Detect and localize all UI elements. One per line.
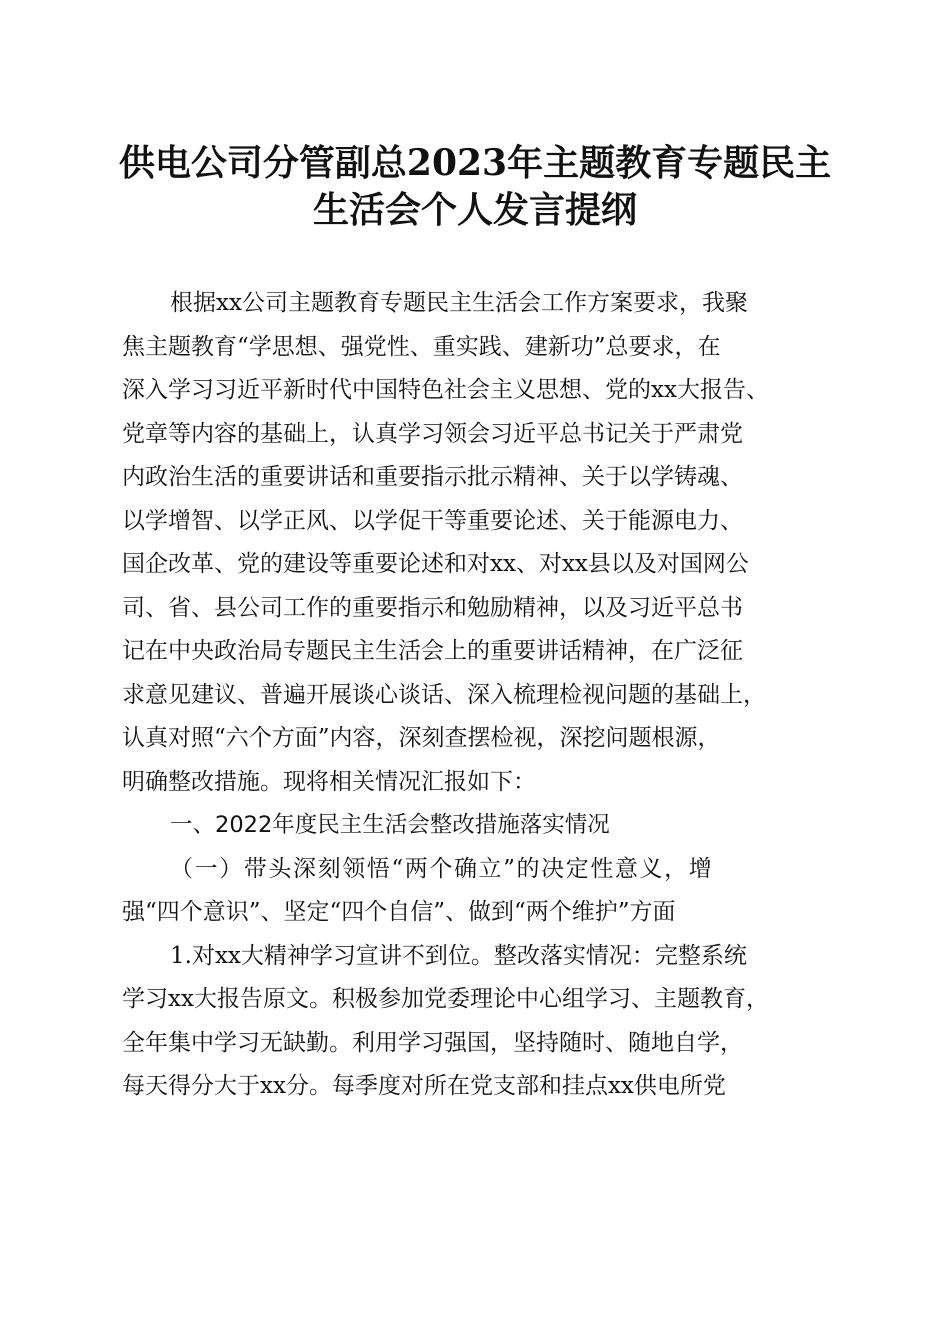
intro-line: 内政治生活的重要讲话和重要指示批示精神、关于以学铸魂、 [122, 464, 743, 490]
intro-line: 深入学习习近平新时代中国特色社会主义思想、党的xx大报告、 [122, 377, 769, 403]
title-line-2: 生活会个人发言提纲 [312, 189, 637, 231]
item-line: 1.对xx大精神学习宣讲不到位。整改落实情况：完整系统 [170, 942, 747, 969]
intro-line: 司、省、县公司工作的重要指示和勉励精神，以及习近平总书 [122, 594, 743, 621]
intro-paragraph [122, 282, 838, 804]
intro-line: 根据xx公司主题教育专题民主生活会工作方案要求，我聚 [170, 290, 748, 316]
item-paragraph [122, 935, 838, 1109]
intro-line: 焦主题教育“学思想、强党性、重实践、建新功”总要求，在 [122, 333, 721, 360]
document-title [100, 140, 850, 234]
intro-line: 国企改革、党的建设等重要论述和对xx、对xx县以及对国网公 [122, 551, 749, 577]
item-line: 学习xx大报告原文。积极参加党委理论中心组学习、主题教育， [122, 986, 769, 1012]
item-line: 全年集中学习无缺勤。利用学习强国，坚持随时、随地自学， [122, 1029, 743, 1056]
subsection-line: 强“四个意识”、坚定“四个自信”、做到“两个维护”方面 [122, 899, 676, 925]
intro-line: 认真对照“六个方面”内容，深刻查摆检视，深挖问题根源， [122, 725, 721, 751]
intro-line: 党章等内容的基础上，认真学习领会习近平总书记关于严肃党 [122, 420, 743, 447]
intro-line: 求意见建议、普遍开展谈心谈话、深入梳理检视问题的基础上， [122, 681, 766, 708]
title-line-1: 供电公司分管副总2023年主题教育专题民主 [118, 142, 832, 184]
intro-line: 以学增智、以学正风、以学促干等重要论述、关于能源电力、 [122, 507, 743, 534]
subsection-heading [122, 848, 838, 935]
intro-line: 明确整改措施。现将相关情况汇报如下： [122, 768, 536, 795]
section-heading: 一、2022年度民主生活会整改措施落实情况 [170, 812, 610, 838]
subsection-line: （一）带头深刻领悟“两个确立”的决定性意义，增 [170, 855, 714, 882]
intro-line: 记在中央政治局专题民主生活会上的重要讲话精神，在广泛征 [122, 638, 743, 664]
document-body [122, 282, 838, 1109]
item-line: 每天得分大于xx分。每季度对所在党支部和挂点xx供电所党 [122, 1073, 726, 1099]
